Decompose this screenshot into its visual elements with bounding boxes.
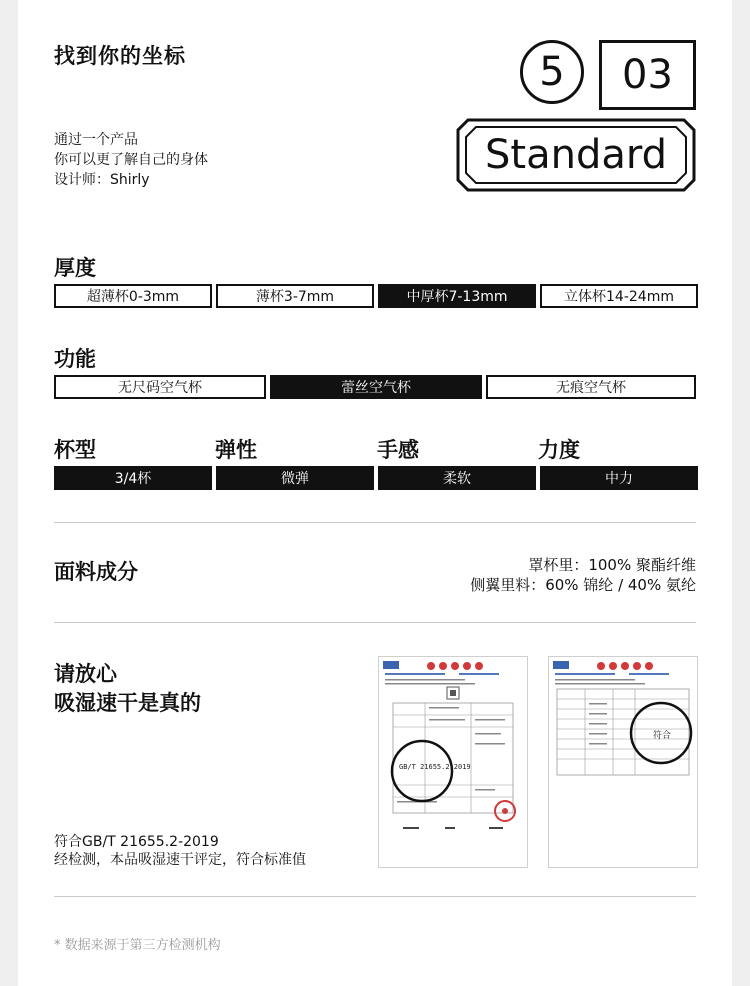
function-heading: 功能 [54, 347, 96, 371]
quality-heading-line: 吸湿速干是真的 [54, 691, 201, 715]
thickness-option-selected[interactable]: 中厚杯7-13mm [378, 284, 536, 308]
thickness-heading: 厚度 [54, 256, 96, 280]
cup-type-heading: 杯型 [54, 438, 96, 462]
fabric-line: 罩杯里：100% 聚酯纤维 [528, 556, 696, 574]
report-stamp-pass: 符合 [653, 731, 672, 741]
function-option[interactable]: 无尺码空气杯 [54, 375, 266, 399]
cup-type-value: 3/4杯 [54, 466, 212, 490]
standard-label: Standard [485, 132, 667, 178]
divider [54, 522, 696, 523]
divider [54, 896, 696, 897]
fabric-line: 侧翼里料：60% 锦纶 / 40% 氨纶 [470, 576, 696, 594]
product-info-card [18, 0, 732, 986]
intro-text [54, 130, 208, 190]
report-document-illustration [379, 657, 527, 867]
feel-heading: 手感 [377, 438, 419, 462]
standard-result-line: 经检测，本品吸湿速干评定，符合标准值 [54, 852, 306, 868]
fabric-composition [470, 555, 696, 595]
elasticity-heading: 弹性 [215, 438, 257, 462]
elasticity-value: 微弹 [216, 466, 374, 490]
feel-value: 柔软 [378, 466, 536, 490]
quality-heading [54, 660, 201, 718]
thickness-option[interactable]: 立体杯14-24mm [540, 284, 698, 308]
thickness-options [54, 284, 698, 308]
thickness-option[interactable]: 超薄杯0-3mm [54, 284, 212, 308]
report-stamp-standard: GB/T 21655.2-2019 [399, 763, 471, 771]
data-source-note: * 数据来源于第三方检测机构 [54, 938, 221, 953]
thickness-option[interactable]: 薄杯3-7mm [216, 284, 374, 308]
page-title: 找到你的坐标 [54, 44, 186, 68]
fabric-heading: 面料成分 [54, 560, 138, 584]
intro-line: 你可以更了解自己的身体 [54, 152, 208, 168]
intro-line: 通过一个产品 [54, 132, 138, 148]
divider [54, 622, 696, 623]
function-option-selected[interactable]: 蕾丝空气杯 [270, 375, 482, 399]
test-report-image-2 [548, 656, 698, 868]
support-heading: 力度 [538, 438, 580, 462]
attribute-values [54, 466, 698, 490]
report-document-illustration [549, 657, 697, 867]
test-report-image-1 [378, 656, 528, 868]
style-number-circle: 5 [520, 40, 584, 104]
style-code-box: 03 [599, 40, 696, 110]
designer-line: 设计师：Shirly [54, 172, 150, 188]
standard-statement [54, 833, 306, 869]
standard-code-line: 符合GB/T 21655.2-2019 [54, 834, 219, 850]
quality-heading-line: 请放心 [54, 662, 117, 686]
support-value: 中力 [540, 466, 698, 490]
function-option[interactable]: 无痕空气杯 [486, 375, 696, 399]
function-options [54, 375, 696, 399]
